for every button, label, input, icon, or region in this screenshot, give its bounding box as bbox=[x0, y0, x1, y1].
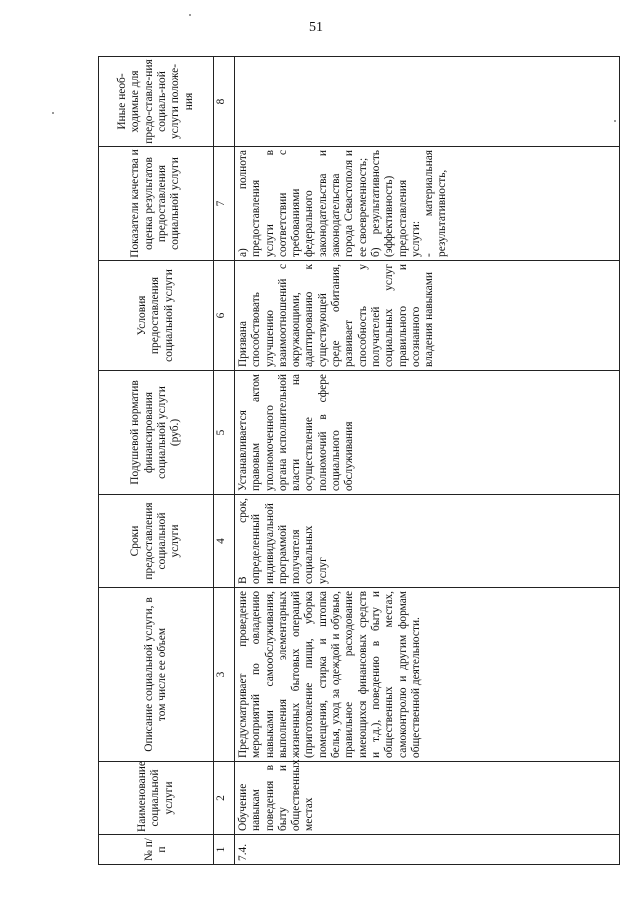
row-number: 7.4. bbox=[235, 835, 620, 865]
service-conditions: Призвана способствовать улучшению взаимоотношений с окружающими, адаптированию к существующей среде обитания, развивает способность у получателей социальных услуг правильного и осознанного владения навыками bbox=[235, 261, 620, 371]
quality-item-c: - материальная результативность, bbox=[423, 150, 449, 257]
header-cell: № п/п bbox=[99, 835, 214, 865]
header-cell: Иные необ-ходимые для предо-ставле-ния социаль-ной услуги положе-ния bbox=[99, 57, 214, 147]
service-name: Обучение навыкам поведения в быту и общественных местах bbox=[235, 762, 620, 835]
column-number: 4 bbox=[214, 495, 235, 588]
column-number: 6 bbox=[214, 261, 235, 371]
table-container bbox=[98, 57, 618, 865]
scan-speck bbox=[52, 112, 54, 114]
header-cell: Сроки предоставления социальной услуги bbox=[99, 495, 214, 588]
scan-speck bbox=[189, 14, 191, 16]
header-row bbox=[99, 57, 214, 865]
services-table bbox=[98, 56, 620, 865]
service-norm: Устанавливается правовым актом уполномоченного органа исполнительной власти на осуществление полномочий в сфере социального обслуживания bbox=[235, 371, 620, 495]
service-terms: В срок, определенный индивидуальной программой получателя социальных услуг bbox=[235, 495, 620, 588]
page-number: 51 bbox=[309, 20, 323, 35]
table-row bbox=[235, 57, 620, 865]
header-cell: Описание социальной услуги, в том числе ее объем bbox=[99, 588, 214, 762]
column-number: 1 bbox=[214, 835, 235, 865]
header-cell: Подушевой норматив финансирования социальной услуги (руб.) bbox=[99, 371, 214, 495]
service-other bbox=[235, 57, 620, 147]
service-description: Предусматривает проведение мероприятий по овладению навыками самообслуживания, выполнения элементарных жизненных бытовых операций (приготовление пищи, уборка помещения, стирка и штопка белья, уход за одеждой и обувью, правильное расходование имеющихся финансовых средств и т.д.), поведению в быту и общественных местах, самоконтролю и другим формам общественной деятельности. bbox=[235, 588, 620, 762]
header-cell: Наименование социальной услуги bbox=[99, 762, 214, 835]
quality-item-a: а) полнота предоставления услуги в соответствии с требованиями федерального законодательства и законодательства города Севастополя и ее своевременность; bbox=[237, 150, 369, 257]
column-number: 5 bbox=[214, 371, 235, 495]
rotated-table-area bbox=[98, 57, 618, 865]
header-cell: Показатели качества и оценка результатов предоставления социальной услуги bbox=[99, 147, 214, 261]
column-number: 3 bbox=[214, 588, 235, 762]
column-number: 2 bbox=[214, 762, 235, 835]
quality-item-b: б) результативность (эффективность) предоставления услуги: bbox=[369, 150, 422, 257]
service-quality bbox=[235, 147, 620, 261]
column-number: 7 bbox=[214, 147, 235, 261]
column-number: 8 bbox=[214, 57, 235, 147]
header-cell: Условия предоставления социальной услуги bbox=[99, 261, 214, 371]
column-number-row bbox=[214, 57, 235, 865]
